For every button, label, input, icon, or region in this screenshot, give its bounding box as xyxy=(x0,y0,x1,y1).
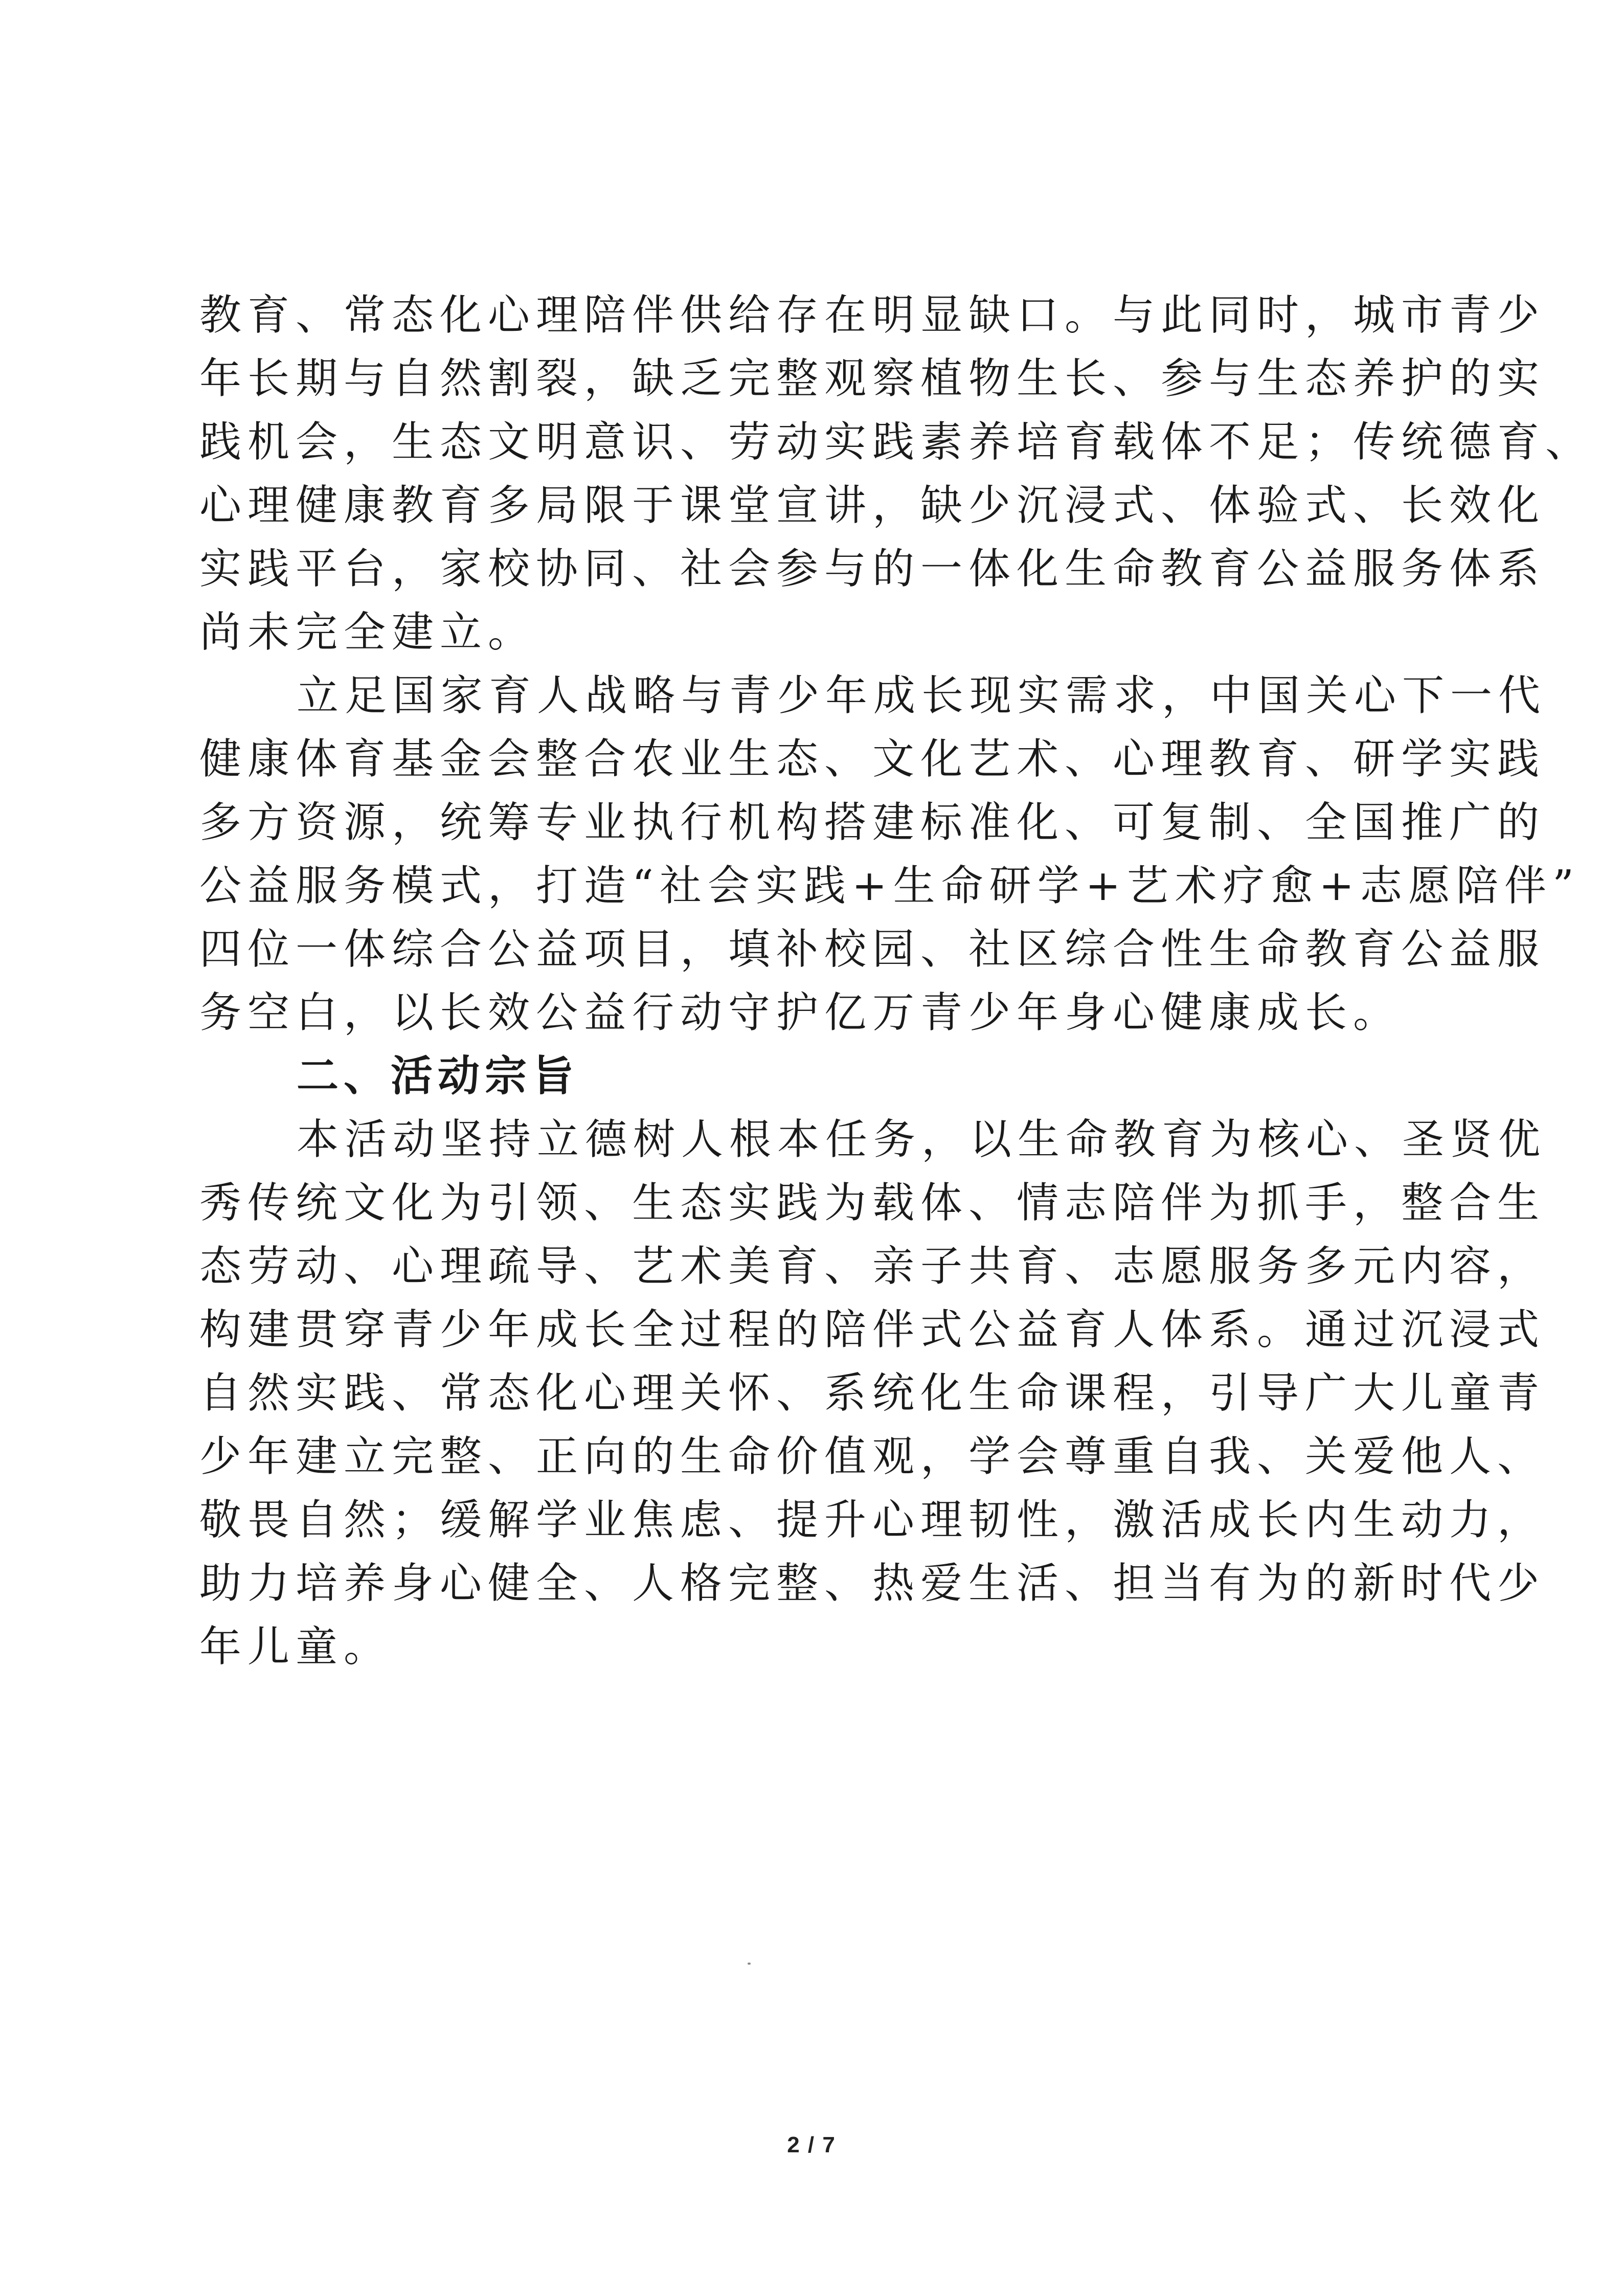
text-line: 实践平台，家校协同、社会参与的一体化生命教育公益服务体系 xyxy=(199,545,1546,593)
text-line: 务空白，以长效公益行动守护亿万青少年身心健康成长。 xyxy=(199,988,1402,1037)
text-line: 秀传统文化为引领、生态实践为载体、情志陪伴为抓手，整合生 xyxy=(199,1179,1546,1227)
text-line: 践机会，生态文明意识、劳动实践素养培育载体不足；传统德育、 xyxy=(199,418,1594,466)
text-line: 心理健康教育多局限于课堂宣讲，缺少沉浸式、体验式、长效化 xyxy=(199,481,1546,530)
text-line: 态劳动、心理疏导、艺术美育、亲子共育、志愿服务多元内容， xyxy=(199,1242,1546,1291)
text-line: 年长期与自然割裂，缺乏完整观察植物生长、参与生态养护的实 xyxy=(199,354,1546,403)
text-line: 立足国家育人战略与青少年成长现实需求，中国关心下一代 xyxy=(297,671,1547,720)
text-line: 尚未完全建立。 xyxy=(199,608,536,657)
text-line: 自然实践、常态化心理关怀、系统化生命课程，引导广大儿童青 xyxy=(199,1369,1546,1417)
text-line: 本活动坚持立德树人根本任务，以生命教育为核心、圣贤优 xyxy=(297,1115,1547,1164)
text-line: 健康体育基金会整合农业生态、文化艺术、心理教育、研学实践 xyxy=(199,735,1546,783)
section-heading: 二、活动宗旨 xyxy=(297,1052,579,1100)
text-line: 公益服务模式，打造“社会实践+生命研学+艺术疗愈+志愿陪伴” xyxy=(199,862,1580,910)
text-line: 助力培养身心健全、人格完整、热爱生活、担当有为的新时代少 xyxy=(199,1559,1546,1608)
page-number: 2 / 7 xyxy=(787,2132,836,2157)
scan-speck xyxy=(748,1963,751,1965)
text-line: 四位一体综合公益项目，填补校园、社区综合性生命教育公益服 xyxy=(199,925,1546,974)
body-text xyxy=(199,284,1594,1679)
text-line: 敬畏自然；缓解学业焦虑、提升心理韧性，激活成长内生动力， xyxy=(199,1496,1546,1544)
text-line: 少年建立完整、正向的生命价值观，学会尊重自我、关爱他人、 xyxy=(199,1432,1546,1481)
text-line: 年儿童。 xyxy=(199,1623,392,1671)
text-line: 教育、常态化心理陪伴供给存在明显缺口。与此同时，城市青少 xyxy=(199,291,1546,340)
text-line: 多方资源，统筹专业执行机构搭建标准化、可复制、全国推广的 xyxy=(199,798,1546,847)
text-line: 构建贯穿青少年成长全过程的陪伴式公益育人体系。通过沉浸式 xyxy=(199,1305,1546,1354)
